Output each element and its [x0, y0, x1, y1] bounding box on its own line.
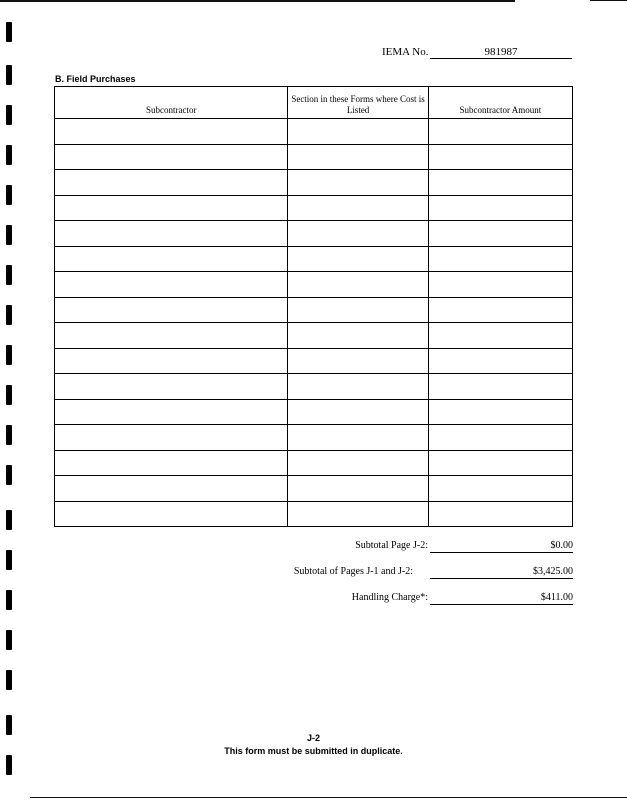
binder-mark	[6, 225, 12, 245]
table-row	[55, 476, 573, 502]
section-cell	[288, 323, 428, 349]
table-row	[55, 246, 573, 272]
amount-cell	[428, 246, 572, 272]
binder-mark	[6, 22, 12, 42]
subcontractor-cell	[55, 246, 288, 272]
section-title: B. Field Purchases	[55, 74, 136, 84]
subcontractor-cell	[55, 374, 288, 400]
binder-mark	[6, 65, 12, 85]
subcontractor-cell	[55, 195, 288, 221]
duplicate-note: This form must be submitted in duplicate.	[224, 746, 403, 756]
subcontractor-cell	[55, 399, 288, 425]
binder-mark	[6, 590, 12, 610]
subcontractor-cell	[55, 297, 288, 323]
table-row	[55, 450, 573, 476]
subcontractor-cell	[55, 425, 288, 451]
field-purchases-table	[54, 86, 573, 527]
binder-mark	[6, 425, 12, 445]
binder-mark	[6, 305, 12, 325]
subcontractor-cell	[55, 501, 288, 527]
section-cell	[288, 501, 428, 527]
binder-mark	[6, 670, 12, 690]
top-border-line	[0, 0, 515, 2]
section-cell	[288, 374, 428, 400]
section-cell	[288, 450, 428, 476]
table-row	[55, 221, 573, 247]
table-row	[55, 195, 573, 221]
amount-cell	[428, 399, 572, 425]
subcontractor-cell	[55, 170, 288, 196]
amount-cell	[428, 170, 572, 196]
binder-mark	[6, 265, 12, 285]
section-cell	[288, 119, 428, 145]
section-cell	[288, 221, 428, 247]
page-number: J-2	[306, 733, 320, 743]
iema-number-label: IEMA No.	[382, 46, 429, 58]
binder-mark	[6, 755, 12, 775]
amount-cell	[428, 501, 572, 527]
amount-cell	[428, 374, 572, 400]
section-cell	[288, 144, 428, 170]
table-row	[55, 119, 573, 145]
section-cell	[288, 297, 428, 323]
binder-mark	[6, 345, 12, 365]
section-cell	[288, 348, 428, 374]
amount-cell	[428, 348, 572, 374]
table-body	[55, 119, 573, 527]
amount-cell	[428, 323, 572, 349]
column-header-amount: Subcontractor Amount	[428, 87, 572, 119]
binder-mark	[6, 185, 12, 205]
binder-mark	[6, 465, 12, 485]
bottom-border-line	[30, 797, 627, 798]
table-row	[55, 170, 573, 196]
amount-cell	[428, 195, 572, 221]
section-cell	[288, 425, 428, 451]
section-cell	[288, 195, 428, 221]
section-cell	[288, 246, 428, 272]
subcontractor-cell	[55, 221, 288, 247]
handling-charge-value: $411.00	[430, 592, 573, 605]
subtotal-pages-label: Subtotal of Pages J-1 and J-2:	[293, 566, 413, 577]
binder-mark	[6, 385, 12, 405]
column-header-subcontractor: Subcontractor	[55, 87, 288, 119]
subtotal-page-label: Subtotal Page J-2:	[355, 540, 428, 551]
top-border-line-right	[590, 0, 627, 1]
amount-cell	[428, 476, 572, 502]
table-row	[55, 348, 573, 374]
amount-cell	[428, 119, 572, 145]
amount-cell	[428, 450, 572, 476]
table-row	[55, 144, 573, 170]
binder-mark	[6, 550, 12, 570]
section-cell	[288, 272, 428, 298]
table-row	[55, 272, 573, 298]
table-row	[55, 323, 573, 349]
binder-mark	[6, 105, 12, 125]
table-row	[55, 501, 573, 527]
binder-mark	[6, 630, 12, 650]
iema-number-value: 981987	[430, 46, 572, 59]
section-cell	[288, 170, 428, 196]
subtotal-page-value: $0.00	[430, 540, 573, 553]
binder-mark	[6, 145, 12, 165]
table-row	[55, 425, 573, 451]
table-row	[55, 297, 573, 323]
column-header-section: Section in these Forms where Cost is Listed	[288, 87, 428, 119]
subcontractor-cell	[55, 476, 288, 502]
binder-mark	[6, 510, 12, 530]
subcontractor-cell	[55, 144, 288, 170]
handling-charge-label: Handling Charge*:	[351, 592, 428, 603]
table-header-row	[55, 87, 573, 119]
section-cell	[288, 476, 428, 502]
amount-cell	[428, 144, 572, 170]
subcontractor-cell	[55, 323, 288, 349]
binder-mark	[6, 715, 12, 735]
amount-cell	[428, 297, 572, 323]
amount-cell	[428, 221, 572, 247]
amount-cell	[428, 272, 572, 298]
subcontractor-cell	[55, 272, 288, 298]
section-cell	[288, 399, 428, 425]
table-row	[55, 399, 573, 425]
subcontractor-cell	[55, 450, 288, 476]
amount-cell	[428, 425, 572, 451]
subtotal-pages-value: $3,425.00	[430, 566, 573, 579]
subcontractor-cell	[55, 348, 288, 374]
subcontractor-cell	[55, 119, 288, 145]
table-row	[55, 374, 573, 400]
